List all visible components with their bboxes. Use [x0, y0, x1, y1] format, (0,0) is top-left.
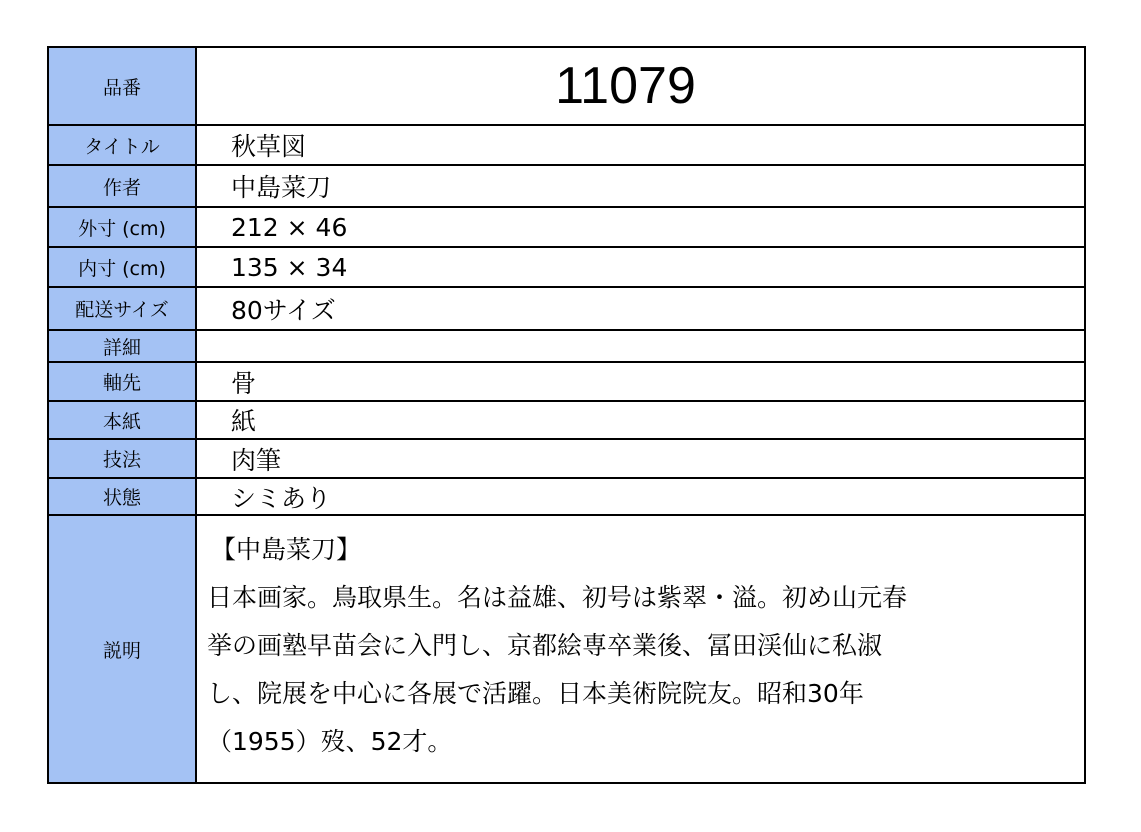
description-label: 説明 — [49, 516, 197, 782]
condition-value: シミあり — [197, 479, 1084, 516]
roller-end-label: 軸先 — [49, 363, 197, 402]
description-line: 【中島菜刀】 — [211, 535, 362, 564]
description-line: し、院展を中心に各展で活躍。日本美術院院友。昭和30年 — [207, 679, 864, 708]
outer-size-label: 外寸 (cm) — [49, 208, 197, 248]
base-label: 本紙 — [49, 402, 197, 440]
inner-size-value: 135 × 34 — [197, 248, 1084, 288]
roller-end-value: 骨 — [197, 363, 1084, 402]
description-line: 挙の画塾早苗会に入門し、京都絵専卒業後、冨田渓仙に私淑 — [207, 631, 883, 660]
description-line: 日本画家。鳥取県生。名は益雄、初号は紫翠・溢。初め山元春 — [207, 583, 908, 612]
item-no-value: 11079 — [197, 48, 1084, 126]
item-no-label: 品番 — [49, 48, 197, 126]
outer-size-value: 212 × 46 — [197, 208, 1084, 248]
inner-size-label: 内寸 (cm) — [49, 248, 197, 288]
item-spec-table — [47, 46, 1086, 784]
details-label: 詳細 — [49, 331, 197, 363]
technique-value: 肉筆 — [197, 440, 1084, 479]
title-label: タイトル — [49, 126, 197, 166]
technique-label: 技法 — [49, 440, 197, 479]
base-value: 紙 — [197, 402, 1084, 440]
description-text — [197, 516, 1084, 782]
condition-label: 状態 — [49, 479, 197, 516]
artist-label: 作者 — [49, 166, 197, 208]
title-value: 秋草図 — [197, 126, 1084, 166]
description-line: （1955）歿、52才。 — [207, 727, 453, 756]
details-value — [197, 331, 1084, 363]
shipping-value: 80サイズ — [197, 288, 1084, 331]
artist-value: 中島菜刀 — [197, 166, 1084, 208]
shipping-label: 配送サイズ — [49, 288, 197, 331]
